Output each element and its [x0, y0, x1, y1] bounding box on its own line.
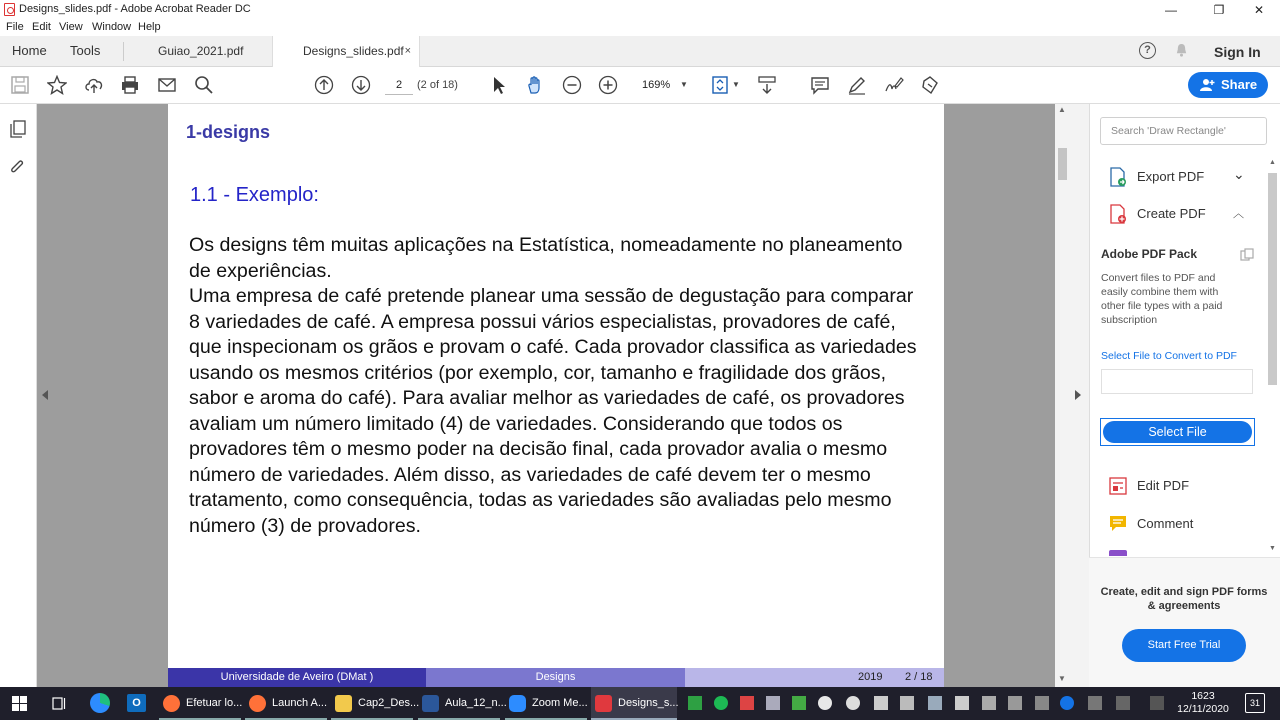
footer-institution: Universidade de Aveiro (DMat ) [168, 668, 426, 687]
edit-pdf-label: Edit PDF [1137, 478, 1190, 493]
share-label: Share [1221, 77, 1258, 92]
promo-text: Create, edit and sign PDF forms & agreements [1100, 586, 1268, 612]
task-view-icon[interactable] [52, 696, 67, 711]
zoom-level-value: 169% [642, 79, 671, 91]
export-pdf-icon [1109, 167, 1127, 187]
help-icon[interactable]: ? [1139, 42, 1156, 59]
section-title: 1-designs [186, 122, 271, 142]
firefox-icon [163, 695, 180, 712]
start-free-trial-button[interactable]: Start Free Trial [1122, 629, 1246, 662]
share-button[interactable] [1188, 72, 1268, 98]
fit-chevron-icon[interactable]: ▼ [732, 80, 740, 89]
create-pdf-label: Create PDF [1137, 206, 1206, 221]
trial-promo-panel [1089, 557, 1280, 687]
taskbar-app-label: Designs_s... [618, 697, 679, 709]
scroll-mode-icon[interactable] [757, 75, 777, 95]
file-drop-field[interactable] [1101, 369, 1253, 394]
create-pdf-icon [1109, 204, 1127, 224]
select-file-label: Select File [1103, 421, 1252, 443]
pen-icon[interactable] [1116, 696, 1130, 710]
search-icon[interactable] [194, 75, 214, 95]
taskbar-app-firefox-1[interactable] [159, 687, 241, 720]
edge-browser-icon[interactable] [90, 693, 110, 713]
fill-sign-icon[interactable] [920, 75, 940, 95]
taskbar-clock[interactable] [1168, 690, 1238, 716]
highlight-pen-icon[interactable] [847, 75, 867, 95]
tray-app-icon-1[interactable] [688, 696, 702, 710]
taskbar-app-label: Zoom Me... [532, 697, 588, 709]
add-person-icon [1200, 78, 1215, 92]
tab-tools[interactable]: Tools [70, 43, 101, 58]
footer-page: 2 / 18 [905, 671, 933, 683]
select-cursor-icon[interactable] [489, 75, 509, 95]
zoom-in-icon[interactable] [598, 75, 618, 95]
taskbar-app-zoom[interactable] [505, 687, 587, 720]
window-title: Designs_slides.pdf - Adobe Acrobat Reader DC [19, 3, 251, 15]
taskbar-app-label: Efetuar lo... [186, 697, 243, 709]
tab-bar [0, 36, 1280, 67]
doc-tab-label: Guiao_2021.pdf [158, 44, 244, 58]
tray-app-icon-10[interactable] [1088, 696, 1102, 710]
pane-scroll-down-icon[interactable]: ▼ [1269, 545, 1276, 552]
close-window-button[interactable]: ✕ [1253, 3, 1265, 17]
next-page-icon[interactable] [351, 75, 371, 95]
tools-pane-scrollbar[interactable] [1266, 159, 1280, 557]
outlook-icon[interactable]: O [127, 694, 146, 712]
word-icon [422, 695, 439, 712]
zoom-level-select[interactable] [630, 75, 690, 95]
sign-in-link[interactable]: Sign In [1214, 44, 1261, 60]
taskbar-app-acrobat[interactable] [591, 687, 677, 720]
windows-start-icon[interactable] [12, 696, 27, 711]
defender-icon[interactable] [955, 696, 969, 710]
tray-app-icon-3[interactable] [740, 696, 754, 710]
volume-icon[interactable] [900, 696, 914, 710]
body-paragraph: Os designs têm muitas aplicações na Estatística, nomeadamente no planeamento de experiências. Uma empresa de café pretende planear uma sessão de degustação para comparar 8 variedades de café. A empresa possui vários especialistas, provadores de café, que inspecionam os grãos e provam o café. Cada provador classifica as variedades usando os mesmos critérios (por exemplo, cor, tamanho e fragilidade dos grãos, sabor e aroma do café). Para avaliar melhor as variedades de café, os provadores avaliam um número limitado (4) de variedades. Considerando que todos os provadores têm o mesmo poder na decisão final, cada provador avalia o mesmo número de variedades. Além disso, as variedades de café devem ter o mesmo tratamento, como consequência, todas as variedades são avaliadas pelo mesmo número (3) de provadores. [189, 234, 917, 537]
network-icon[interactable] [1035, 696, 1049, 710]
export-pdf-label: Export PDF [1137, 169, 1205, 184]
page-thumbnails-icon[interactable] [9, 120, 27, 139]
email-icon[interactable] [157, 75, 177, 95]
doc-tab-designs[interactable] [272, 36, 420, 68]
tools-search-input[interactable]: Search 'Draw Rectangle' [1100, 117, 1267, 145]
bluetooth-icon[interactable] [1060, 696, 1074, 710]
scroll-down-arrow-icon[interactable]: ▼ [1058, 674, 1066, 683]
page-number-input[interactable]: 2 [385, 75, 413, 95]
wifi-icon[interactable] [1008, 696, 1022, 710]
taskbar-app-label: Launch A... [272, 697, 328, 709]
title-bar [0, 0, 1280, 20]
close-tab-icon[interactable]: × [404, 45, 411, 57]
sign-icon[interactable] [884, 75, 904, 95]
edit-pdf-icon [1109, 476, 1127, 496]
pane-scroll-thumb[interactable] [1268, 173, 1277, 385]
taskbar-app-word[interactable] [418, 687, 507, 720]
bell-icon[interactable] [1175, 43, 1188, 57]
doc-tab-label: Designs_slides.pdf [303, 44, 404, 58]
pdf-pack-description: Convert files to PDF and easily combine them with other file types with a paid subscription [1101, 272, 1223, 326]
previous-page-icon[interactable] [314, 75, 334, 95]
chevron-down-icon: ▼ [680, 80, 688, 89]
taskbar-app-label: Aula_12_n... [445, 697, 507, 709]
more-tools-icon[interactable] [1109, 550, 1127, 556]
tray-app-icon-5[interactable] [792, 696, 806, 710]
taskbar-app-explorer[interactable] [331, 687, 420, 720]
firefox-icon [249, 695, 266, 712]
slide-footer [168, 668, 944, 687]
select-file-link[interactable]: Select File to Convert to PDF [1101, 350, 1237, 362]
menu-edit[interactable]: Edit [32, 21, 51, 33]
footer-topic: Designs [426, 668, 685, 687]
chevron-down-icon[interactable]: ⌄ [1233, 166, 1245, 182]
zoom-out-icon[interactable] [562, 75, 582, 95]
chevron-up-icon[interactable]: ︿ [1233, 208, 1244, 220]
hand-tool-icon[interactable] [525, 75, 545, 95]
page-count-label: (2 of 18) [417, 79, 458, 91]
tray-app-icon-8[interactable] [874, 696, 888, 710]
clock-time: 1623 [1191, 690, 1215, 702]
tab-home[interactable]: Home [12, 43, 47, 58]
comment-label: Comment [1137, 516, 1194, 531]
pane-scroll-up-icon[interactable]: ▲ [1269, 159, 1276, 166]
scroll-up-arrow-icon[interactable]: ▲ [1058, 105, 1066, 114]
maximize-button[interactable]: ❐ [1213, 3, 1225, 17]
keyboard-icon[interactable] [1150, 696, 1164, 710]
tray-app-icon-9[interactable] [928, 696, 942, 710]
menu-view[interactable]: View [59, 21, 83, 33]
pdf-page [168, 104, 944, 687]
tray-app-icon-4[interactable] [766, 696, 780, 710]
battery-icon[interactable] [982, 696, 996, 710]
footer-year: 2019 [858, 671, 883, 683]
menu-bar [0, 20, 1280, 36]
menu-help[interactable]: Help [138, 21, 161, 33]
bookmark-star-icon[interactable] [47, 75, 67, 95]
collapse-right-pane-icon[interactable] [1075, 390, 1081, 400]
collapse-left-pane-icon[interactable] [42, 390, 48, 400]
select-file-button[interactable] [1100, 418, 1255, 446]
pack-info-icon[interactable] [1240, 248, 1254, 261]
tray-app-icon-6[interactable] [818, 696, 832, 710]
doc-tab-guiao[interactable] [126, 36, 272, 67]
upload-cloud-icon[interactable] [84, 75, 104, 95]
folder-icon [335, 695, 352, 712]
comment-tool-icon [1109, 514, 1127, 534]
print-icon[interactable] [120, 75, 140, 95]
tray-app-icon-7[interactable] [846, 696, 860, 710]
notification-center-icon[interactable]: 31 [1245, 693, 1265, 713]
left-navigation-pane [0, 104, 37, 687]
taskbar-app-firefox-2[interactable] [245, 687, 327, 720]
minimize-button[interactable]: — [1165, 3, 1177, 17]
pdf-pack-title: Adobe PDF Pack [1101, 247, 1198, 261]
acrobat-app-icon [4, 3, 15, 16]
scrollbar-thumb[interactable] [1058, 148, 1067, 180]
clock-date: 12/11/2020 [1177, 703, 1229, 715]
document-scrollbar[interactable] [1055, 104, 1070, 687]
fit-page-icon[interactable] [710, 75, 730, 95]
menu-window[interactable]: Window [92, 21, 132, 33]
menu-file[interactable]: File [6, 21, 24, 33]
acrobat-icon [595, 695, 612, 712]
attachment-icon[interactable] [9, 158, 27, 177]
zoom-icon [509, 695, 526, 712]
save-icon[interactable] [10, 75, 30, 95]
tray-app-icon-2[interactable] [714, 696, 728, 710]
footer-right [685, 668, 944, 687]
comment-icon[interactable] [810, 75, 830, 95]
subsection-title: 1.1 - Exemplo: [190, 184, 319, 206]
taskbar-app-label: Cap2_Des... [358, 697, 420, 709]
